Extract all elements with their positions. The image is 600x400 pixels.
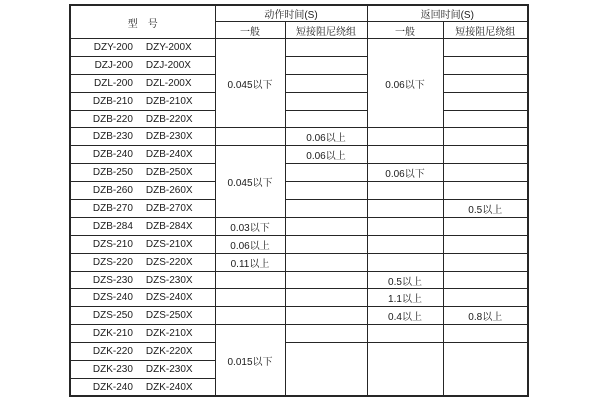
table-row (70, 271, 528, 289)
table-row (70, 128, 528, 146)
value-cell-c5 (443, 343, 528, 397)
model-name: DZL-200X (145, 77, 192, 89)
value-cell-c2: 0.015以下 (215, 325, 285, 397)
table-row (70, 110, 528, 128)
value-cell-c2: 0.11以上 (215, 253, 285, 271)
value-cell-c5 (443, 217, 528, 235)
model-cell (70, 307, 215, 325)
model-name: DZB-240 (92, 149, 133, 161)
value-cell-c2: 0.045以下 (215, 39, 285, 128)
table-row (70, 56, 528, 74)
model-cell (70, 271, 215, 289)
model-name: DZB-230X (145, 131, 193, 143)
model-pair (71, 239, 215, 250)
header-row-groups (70, 5, 528, 22)
model-name: DZB-250X (145, 167, 193, 179)
model-name: DZB-270 (92, 202, 133, 214)
model-cell (70, 343, 215, 361)
table-row (70, 146, 528, 164)
table-row (70, 307, 528, 325)
value-cell-c5 (443, 128, 528, 146)
value-cell-c5 (443, 289, 528, 307)
value-cell-c3 (285, 217, 367, 235)
model-pair (71, 185, 215, 196)
model-name: DZB-250 (92, 167, 133, 179)
model-name: DZS-250X (145, 310, 193, 322)
value-cell-c4 (367, 235, 443, 253)
model-pair (71, 149, 215, 160)
value-cell-c4 (367, 146, 443, 164)
value-cell-c4 (367, 182, 443, 200)
value-cell-c3 (285, 325, 367, 343)
value-cell-c4: 0.5以上 (367, 271, 443, 289)
model-name: DZK-230X (145, 363, 193, 375)
model-cell (70, 56, 215, 74)
model-cell (70, 182, 215, 200)
value-cell-c2 (215, 271, 285, 289)
model-pair (71, 310, 215, 321)
value-cell-c5 (443, 235, 528, 253)
model-name: DZS-240 (92, 292, 133, 304)
value-cell-c3 (285, 289, 367, 307)
model-cell (70, 325, 215, 343)
value-cell-c2 (215, 307, 285, 325)
table-row (70, 343, 528, 361)
model-pair (71, 364, 215, 375)
value-cell-c3 (285, 92, 367, 110)
value-cell-c4: 0.4以上 (367, 307, 443, 325)
model-name: DZB-220 (92, 113, 133, 125)
table-row (70, 289, 528, 307)
value-cell-c3 (285, 235, 367, 253)
model-name: DZB-210 (92, 95, 133, 107)
model-name: DZL-200 (94, 77, 133, 89)
value-cell-c2 (215, 128, 285, 146)
model-name: DZK-210X (145, 328, 193, 340)
header-return-general: 一般 (367, 22, 443, 39)
value-cell-c4 (367, 343, 443, 397)
model-name: DZB-220X (145, 113, 193, 125)
model-cell (70, 128, 215, 146)
value-cell-c3: 0.06以上 (285, 128, 367, 146)
value-cell-c4: 0.06以下 (367, 39, 443, 128)
header-action-time: 动作时间(S) (215, 5, 367, 22)
value-cell-c3 (285, 56, 367, 74)
model-name: DZS-230 (92, 274, 133, 286)
model-name: DZY-200X (145, 41, 192, 53)
table-row (70, 92, 528, 110)
model-name: DZS-250 (92, 310, 133, 322)
model-name: DZY-200 (93, 41, 133, 53)
value-cell-c5: 0.5以上 (443, 200, 528, 218)
model-name: DZK-240X (145, 381, 193, 393)
model-pair (71, 275, 215, 286)
value-cell-c3 (285, 110, 367, 128)
model-cell (70, 39, 215, 57)
value-cell-c3 (285, 200, 367, 218)
model-name: DZS-210 (92, 238, 133, 250)
table-header (70, 5, 528, 39)
value-cell-c5 (443, 271, 528, 289)
model-name: DZJ-200 (94, 59, 133, 71)
value-cell-c3 (285, 39, 367, 57)
table-body (70, 39, 528, 397)
model-pair (71, 203, 215, 214)
table-row (70, 74, 528, 92)
model-cell (70, 92, 215, 110)
table-row (70, 39, 528, 57)
table-row (70, 217, 528, 235)
value-cell-c5 (443, 110, 528, 128)
value-cell-c5 (443, 92, 528, 110)
value-cell-c4 (367, 253, 443, 271)
model-pair (71, 346, 215, 357)
model-name: DZK-230 (92, 363, 133, 375)
model-pair (71, 167, 215, 178)
model-name: DZJ-200X (145, 59, 191, 71)
model-name: DZS-240X (145, 292, 193, 304)
value-cell-c2: 0.045以下 (215, 146, 285, 218)
value-cell-c3 (285, 182, 367, 200)
value-cell-c4 (367, 217, 443, 235)
table-row (70, 235, 528, 253)
model-name: DZB-284X (145, 220, 193, 232)
model-pair (71, 382, 215, 393)
value-cell-c4 (367, 200, 443, 218)
value-cell-c5 (443, 74, 528, 92)
header-model: 型 号 (70, 5, 215, 39)
model-name: DZK-210 (92, 328, 133, 340)
model-cell (70, 253, 215, 271)
value-cell-c2 (215, 289, 285, 307)
model-pair (71, 292, 215, 303)
model-name: DZB-230 (92, 131, 133, 143)
value-cell-c3 (285, 343, 367, 397)
model-name: DZK-220 (92, 346, 133, 358)
model-name: DZS-230X (145, 274, 193, 286)
value-cell-c5 (443, 39, 528, 57)
value-cell-c5: 0.8以上 (443, 307, 528, 325)
model-name: DZK-240 (92, 381, 133, 393)
table-row (70, 200, 528, 218)
header-return-damping: 短接阻尼绕组 (443, 22, 528, 39)
model-cell (70, 378, 215, 396)
model-cell (70, 164, 215, 182)
value-cell-c5 (443, 56, 528, 74)
model-pair (71, 131, 215, 142)
value-cell-c4 (367, 128, 443, 146)
model-name: DZS-220 (92, 256, 133, 268)
header-action-general: 一般 (215, 22, 285, 39)
model-name: DZK-220X (145, 346, 193, 358)
model-pair (71, 257, 215, 268)
value-cell-c3 (285, 74, 367, 92)
model-name: DZB-284 (92, 220, 133, 232)
model-pair (71, 42, 215, 53)
model-pair (71, 114, 215, 125)
value-cell-c5 (443, 164, 528, 182)
model-cell (70, 110, 215, 128)
table-row (70, 325, 528, 343)
model-cell (70, 200, 215, 218)
value-cell-c3 (285, 307, 367, 325)
value-cell-c4: 1.1以上 (367, 289, 443, 307)
model-name: DZB-210X (145, 95, 193, 107)
model-pair (71, 96, 215, 107)
value-cell-c3 (285, 164, 367, 182)
model-pair (71, 328, 215, 339)
table-row (70, 253, 528, 271)
model-cell (70, 289, 215, 307)
value-cell-c4: 0.06以下 (367, 164, 443, 182)
value-cell-c5 (443, 182, 528, 200)
model-name: DZS-220X (145, 256, 193, 268)
value-cell-c3: 0.06以上 (285, 146, 367, 164)
model-name: DZB-270X (145, 202, 193, 214)
model-name: DZB-260 (92, 185, 133, 197)
value-cell-c4 (367, 325, 443, 343)
model-cell (70, 217, 215, 235)
model-name: DZS-210X (145, 238, 193, 250)
model-pair (71, 78, 215, 89)
model-name: DZB-240X (145, 149, 193, 161)
value-cell-c3 (285, 271, 367, 289)
model-cell (70, 146, 215, 164)
table-row (70, 164, 528, 182)
spec-table (69, 4, 529, 397)
model-name: DZB-260X (145, 185, 193, 197)
model-cell (70, 361, 215, 379)
header-return-time: 返回时间(S) (367, 5, 528, 22)
value-cell-c2: 0.06以上 (215, 235, 285, 253)
model-cell (70, 235, 215, 253)
value-cell-c5 (443, 325, 528, 343)
table-row (70, 182, 528, 200)
header-action-damping: 短接阻尼绕组 (285, 22, 367, 39)
value-cell-c5 (443, 146, 528, 164)
value-cell-c2: 0.03以下 (215, 217, 285, 235)
model-pair (71, 60, 215, 71)
value-cell-c3 (285, 253, 367, 271)
model-cell (70, 74, 215, 92)
value-cell-c5 (443, 253, 528, 271)
model-pair (71, 221, 215, 232)
